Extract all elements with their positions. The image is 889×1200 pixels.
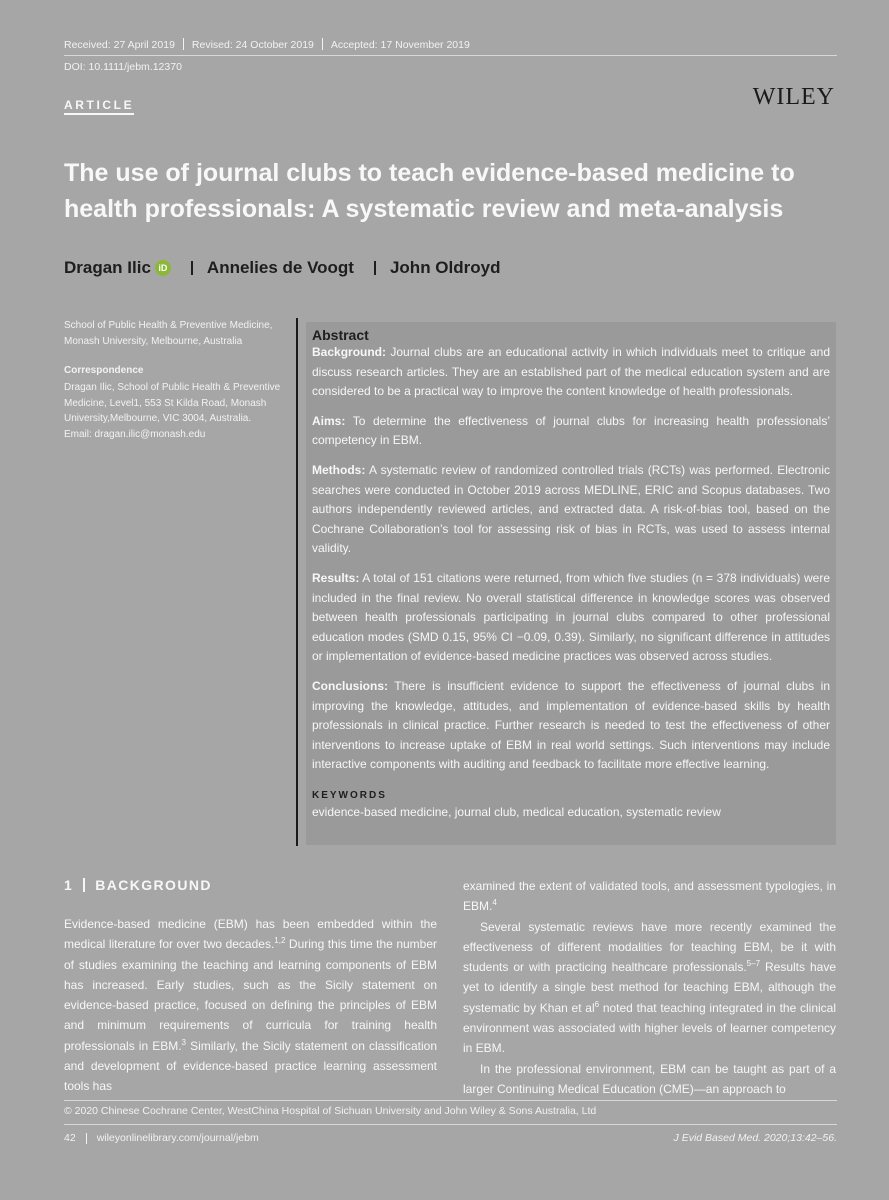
affiliation: School of Public Health & Preventive Medicine, Monash University, Melbourne, Australia (64, 320, 273, 347)
header-divider (64, 55, 837, 56)
citation-link[interactable]: 5–7 (746, 959, 761, 969)
abstract-methods: Methods: A systematic review of randomized controlled trials (RCTs) was performed. Electronic searches were conducted in October 2019 across MEDLINE, ERIC and Scopus databases. Two authors independently reviewed articles, and extracted data. A risk-of-bias tool, based on the Cochrane Collaboration’s tool for assessing risk of bias in RCTs, was used to assess internal validity. (312, 462, 830, 556)
paragraph: Evidence-based medicine (EBM) has been embedded within the medical literature for over two decades.$^{1,2}$ During this time the number of studies examining the teaching and learning components of EBM has increased. Early studies, such as the Sicily statement on evidence-based practice, focused on defining the principles of EBM and minimum requirements of curricula for training health professionals in EBM.$^3$ Similarly, the Sicily statement on classification and development of evidence-based practice learning assessment tools has (64, 917, 438, 1094)
citation-link[interactable]: 1,2 (274, 936, 286, 946)
section-number: 1 (64, 877, 74, 893)
orcid-icon[interactable]: iD (155, 260, 171, 276)
correspondence-email[interactable]: Email: dragan.ilic@monash.edu (64, 428, 206, 440)
abstract-title: Abstract (312, 327, 369, 343)
paper-title-line-2: health professionals: A systematic review and meta-analysis (64, 195, 784, 223)
section-heading (64, 877, 212, 893)
received-date: Received: 27 April 2019 (64, 39, 175, 51)
footer-divider (64, 1100, 837, 1101)
citation-link[interactable]: 4 (492, 898, 497, 908)
article-dates (64, 38, 470, 51)
abstract-box (306, 322, 836, 845)
abstract-aims: Aims: To determine the effectiveness of journal clubs for increasing health professionals’ competency in EBM. (312, 413, 830, 448)
author-separator (374, 261, 376, 275)
copyright: © 2020 Chinese Cochrane Center, WestChina Hospital of Sichuan University and John Wiley & Sons Australia, Ltd (64, 1105, 597, 1117)
author-separator (191, 261, 193, 275)
citation-link[interactable]: 6 (594, 999, 600, 1009)
abstract-rule (296, 318, 298, 846)
abstract-conclusions: Conclusions: There is insufficient evidence to support the effectiveness of journal clubs in improving the knowledge, attitudes, and implementation of evidence-based skills by health professionals in clinical practice. Further research is needed to test the effectiveness of other interventions to increase uptake of EBM in real world settings. Such interventions may include interactive components with auditing and feedback to facilitate more effective learning. (312, 678, 830, 772)
paragraph: In the professional environment, EBM can be taught as part of a larger Continuing Medical Education (CME)—an approach to (463, 1061, 836, 1096)
footer-divider (64, 1124, 837, 1125)
revised-date: Revised: 24 October 2019 (191, 39, 314, 51)
correspondence-heading: Correspondence (64, 365, 144, 376)
journal-url[interactable]: wileyonlinelibrary.com/journal/jebm (96, 1132, 259, 1144)
author-list (64, 258, 500, 278)
page-footer (64, 1132, 259, 1144)
doi[interactable]: DOI: 10.1111/jebm.12370 (64, 61, 182, 73)
citation-link[interactable]: 3 (181, 1037, 186, 1047)
page-number: 42 (64, 1132, 76, 1144)
journal-citation: J Evid Based Med. 2020;13:42–56. (673, 1132, 837, 1144)
abstract-background: Background: Journal clubs are an educational activity in which individuals meet to critique and discuss research articles. They are an established part of the medical education system and are considered to be a practical way to improve the content knowledge of health professionals. (312, 345, 830, 399)
article-type-label: ARTICLE (64, 98, 134, 115)
keywords: evidence-based medicine, journal club, medical education, systematic review (312, 804, 721, 819)
paper-title-line-1: The use of journal clubs to teach evidence-based medicine to (64, 159, 795, 187)
section-title: BACKGROUND (95, 877, 212, 893)
abstract-results: Results: A total of 151 citations were returned, from which five studies (n = 378 individuals) were included in the final review. No overall statistical difference in knowledge scores was observed between health professionals participating in journal clubs compared to other professional education modes (SMD 0.15, 95% CI −0.09, 0.39). Similarly, no significant difference in attitudes or implementation of evidence-based medicine practices was observed across studies. (312, 570, 830, 664)
paragraph: Several systematic reviews have more recently examined the effectiveness of different modalities for teaching EBM, be it with students or with practicing healthcare professionals.$^{5-7}$ Results have yet to identify a single best method for teaching EBM, although the systematic by Khan et $al^6$ noted that teaching integrated in the clinical environment was associated with higher levels of learner competency in EBM. (463, 919, 837, 1056)
author-2[interactable]: Annelies de Voogt (206, 258, 354, 277)
correspondence-address: Dragan Ilic, School of Public Health & Preventive Medicine, Level1, 553 St Kilda Road, Monash University,Melbourne, VIC 3004, Australia. (64, 382, 281, 424)
author-1[interactable]: Dragan Ilic (64, 258, 151, 277)
body-column-2 (463, 876, 836, 1099)
body-column-1 (64, 914, 437, 1097)
accepted-date: Accepted: 17 November 2019 (330, 39, 470, 51)
publisher-logo: WILEY (752, 84, 835, 110)
author-3[interactable]: John Oldroyd (389, 258, 501, 277)
correspondence-details (64, 380, 294, 442)
keywords-heading: KEYWORDS (312, 789, 387, 801)
paper-title (64, 155, 844, 227)
paragraph: examined the extent of validated tools, and assessment typologies, in EBM.$^4$ (463, 879, 836, 914)
